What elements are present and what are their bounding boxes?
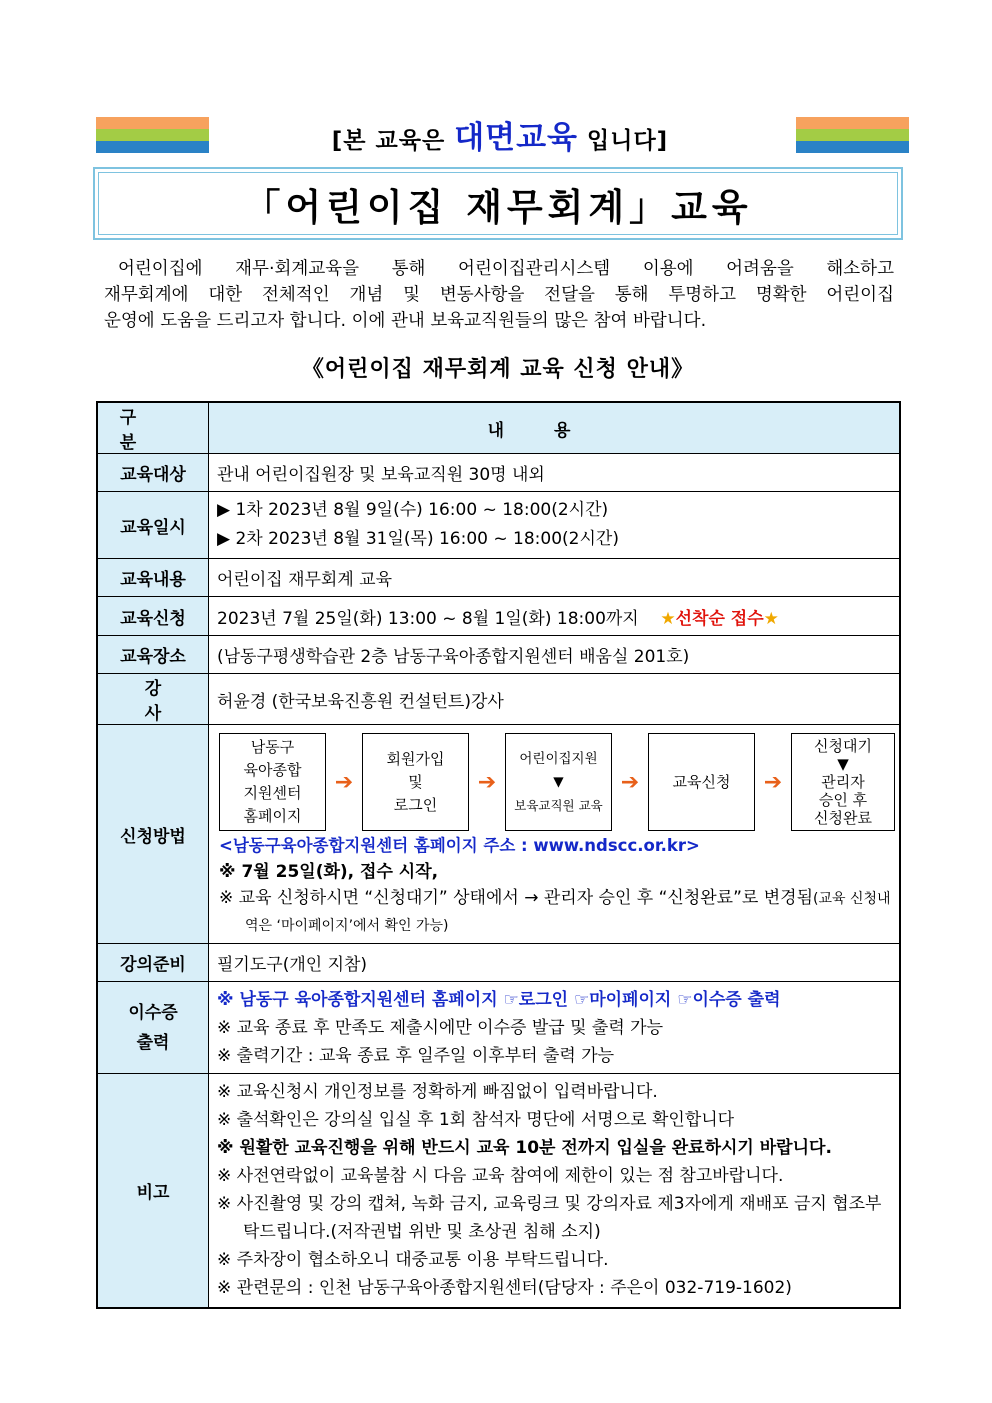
stripe-green xyxy=(96,129,209,141)
arrow-right-icon: ➔ xyxy=(334,769,354,795)
flow-text: 보육교직원 교육 xyxy=(514,797,603,813)
flow-text: 어린이집지원 xyxy=(519,750,598,767)
certificate-line: ※ 출력기간 : 교육 종료 후 일주일 이후부터 출력 가능 xyxy=(217,1045,615,1066)
stripe-blue xyxy=(796,141,909,153)
flow-text: 육아종합 xyxy=(243,761,302,779)
table-row xyxy=(97,982,900,1074)
row-label: 비고 xyxy=(97,1074,209,1308)
flow-text: 교육신청 xyxy=(672,772,731,791)
flow-step-apply xyxy=(648,733,755,831)
label-suffix: 입니다] xyxy=(587,128,669,154)
row-value: 어린이집 재무회계 교육 xyxy=(209,559,901,597)
header-content: 내용 xyxy=(209,402,901,454)
flow-text: 신청완료 xyxy=(814,809,872,827)
flow-text: 로그인 xyxy=(393,795,438,814)
section-title: 《어린이집 재무회계 교육 신청 안내》 xyxy=(301,357,695,382)
remark-line: ※ 원활한 교육진행을 위해 반드시 교육 10분 전까지 입실을 완료하시기 바랍니다. xyxy=(217,1138,832,1159)
header-category: 구분 xyxy=(97,402,209,454)
table-row xyxy=(97,674,900,725)
flow-text: 신청대기 xyxy=(814,737,872,755)
remark-line: ※ 주차장이 협소하오니 대중교통 이용 부탁드립니다. xyxy=(217,1250,609,1271)
remark-line: ※ 사전연락없이 교육불참 시 다음 교육 참여에 제한이 있는 점 참고바랍니다. xyxy=(217,1166,784,1187)
row-value xyxy=(209,492,901,559)
arrow-right-icon: ➔ xyxy=(477,769,497,795)
remark-line: ※ 교육신청시 개인정보를 정확하게 빠짐없이 입력바랍니다. xyxy=(217,1082,658,1103)
row-value xyxy=(209,597,901,636)
row-label: 교육내용 xyxy=(97,559,209,597)
row-label: 강의준비 xyxy=(97,944,209,982)
stripe-green xyxy=(796,129,909,141)
homepage-url-line: <남동구육아종합지원센터 홈페이지 주소 : www.ndscc.or.kr> xyxy=(219,836,700,855)
table-row xyxy=(97,944,900,982)
method-note xyxy=(219,885,895,939)
decor-stripes-left xyxy=(96,117,209,153)
row-label: 신청방법 xyxy=(97,725,209,944)
schedule-line: ▶ 2차 2023년 8월 31일(목) 16:00 ~ 18:00(2시간) xyxy=(217,529,619,549)
flow-text: 및 xyxy=(408,772,423,791)
method-note: ※ 7월 25일(화), 접수 시작, xyxy=(219,862,439,882)
intro-paragraph xyxy=(104,256,894,334)
table-row xyxy=(97,597,900,636)
triangle-down-icon: ▼ xyxy=(837,755,849,773)
row-label: 강 사 xyxy=(97,674,209,725)
flow-text: 회원가입 xyxy=(386,749,445,768)
row-value xyxy=(209,725,901,944)
table-row xyxy=(97,725,900,944)
flow-step-daycare-support xyxy=(505,733,612,831)
arrow-right-icon: ➔ xyxy=(763,769,783,795)
row-value xyxy=(209,982,901,1074)
stripe-orange xyxy=(96,117,209,129)
method-note-main: ※ 교육 신청하시면 “신청대기” 상태에서 → 관리자 승인 후 “신청완료”로 변경됨 xyxy=(219,888,813,908)
apply-period: 2023년 7월 25일(화) 13:00 ~ 8월 1일(화) 18:00까지 xyxy=(217,608,639,629)
label-highlight: 대면교육 xyxy=(454,120,579,156)
first-come-note: 선착순 접수 xyxy=(675,608,764,629)
row-label: 교육일시 xyxy=(97,492,209,559)
arrow-right-icon: ➔ xyxy=(620,769,640,795)
row-label: 교육대상 xyxy=(97,454,209,492)
row-label-line: 출력 xyxy=(136,1032,170,1053)
remark-line: ※ 출석확인은 강의실 입실 후 1회 참석자 명단에 서명으로 확인합니다 xyxy=(217,1110,735,1131)
title-box xyxy=(93,167,903,240)
decor-stripes-right xyxy=(796,117,909,153)
schedule-line: ▶ 1차 2023년 8월 9일(수) 16:00 ~ 18:00(2시간) xyxy=(217,500,609,520)
triangle-down-icon: ▼ xyxy=(553,773,564,790)
certificate-line: ※ 남동구 육아종합지원센터 홈페이지 ☞로그인 ☞마이페이지 ☞이수증 출력 xyxy=(217,989,781,1010)
flow-step-complete xyxy=(791,733,895,831)
flow-text: 승인 후 xyxy=(818,791,868,809)
table-row xyxy=(97,454,900,492)
flow-text: 관리자 xyxy=(821,773,865,791)
flow-step-homepage xyxy=(219,733,326,831)
row-label: 교육신청 xyxy=(97,597,209,636)
star-icon: ★ xyxy=(660,608,676,629)
intro-line: 재무회계에 대한 전체적인 개념 및 변동사항을 전달을 통해 투명하고 명확한 어린이집 xyxy=(104,285,894,305)
row-value: (남동구평생학습관 2층 남동구육아종합지원센터 배움실 201호) xyxy=(209,636,901,674)
certificate-line: ※ 교육 종료 후 만족도 제출시에만 이수증 발급 및 출력 가능 xyxy=(217,1017,663,1038)
row-label: 교육장소 xyxy=(97,636,209,674)
page-title: 「어린이집 재무회계」교육 xyxy=(98,172,898,235)
table-row xyxy=(97,1074,900,1308)
table-header-row xyxy=(97,402,900,454)
row-value: 관내 어린이집원장 및 보육교직원 30명 내외 xyxy=(209,454,901,492)
row-value xyxy=(209,1074,901,1308)
intro-line: 운영에 도움을 드리고자 합니다. 이에 관내 보육교직원들의 많은 참여 바랍니다. xyxy=(104,311,707,331)
remark-line: ※ 사진촬영 및 강의 캡쳐, 녹화 금지, 교육링크 및 강의자료 제3자에게 재배포 금지 협조부탁드립니다.(저작권법 위반 및 초상권 침해 소지) xyxy=(217,1194,882,1243)
application-flow xyxy=(219,727,895,833)
star-icon: ★ xyxy=(763,608,779,629)
stripe-orange xyxy=(796,117,909,129)
intro-line: 어린이집에 재무·회계교육을 통해 어린이집관리시스템 이용에 어려움을 해소하고 xyxy=(118,259,894,279)
flow-step-signup xyxy=(362,733,469,831)
remark-line: ※ 관련문의 : 인천 남동구육아종합지원센터(담당자 : 주은이 032-719-1602) xyxy=(217,1278,792,1299)
table-row xyxy=(97,492,900,559)
table-row xyxy=(97,559,900,597)
row-value: 필기도구(개인 지참) xyxy=(209,944,901,982)
flow-text: 지원센터 xyxy=(243,784,302,802)
info-table xyxy=(96,401,901,1309)
row-label-line: 이수증 xyxy=(128,1002,178,1023)
row-label xyxy=(97,982,209,1074)
face-to-face-label xyxy=(220,112,780,157)
method-note-small: (교육 신청내역은 ‘마이페이지’에서 확인 가능) xyxy=(245,891,891,934)
stripe-blue xyxy=(96,141,209,153)
flow-text: 남동구 xyxy=(250,738,295,756)
table-row xyxy=(97,636,900,674)
label-prefix: [본 교육은 xyxy=(331,128,446,154)
flow-text: 홈페이지 xyxy=(243,807,302,825)
row-value: 허윤경 (한국보육진흥원 컨설턴트)강사 xyxy=(209,674,901,725)
